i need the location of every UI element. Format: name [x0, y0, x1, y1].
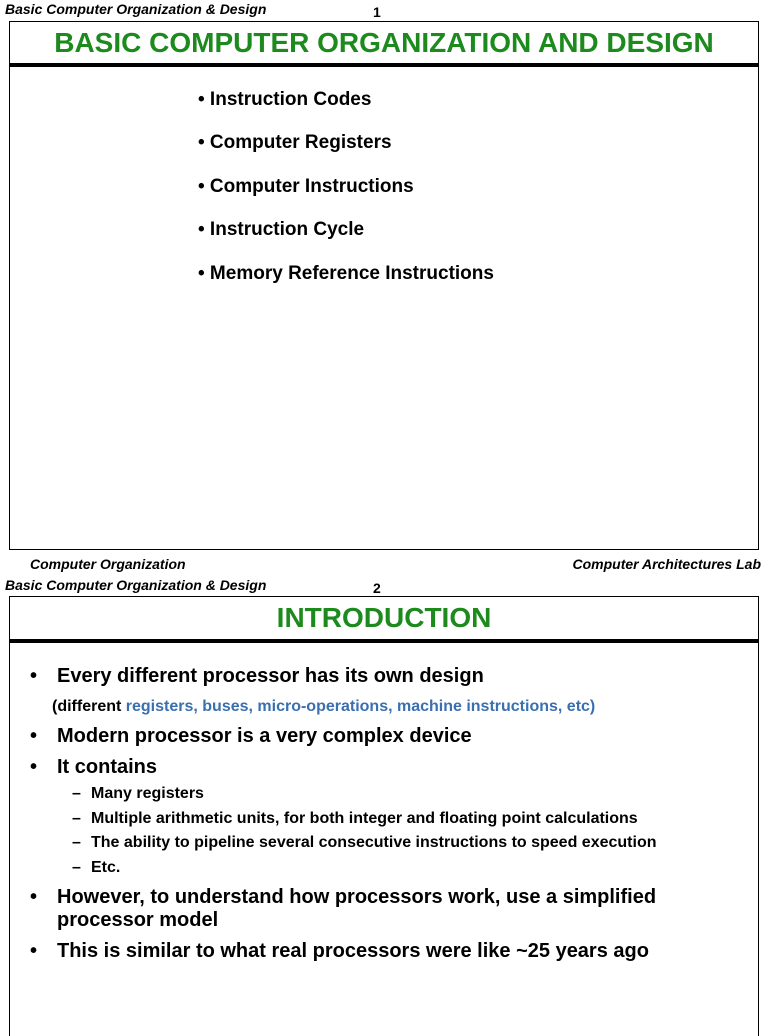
slide2-header-title: Basic Computer Organization & Design — [5, 577, 267, 593]
slide2-title-rule — [10, 639, 758, 643]
sub-item-pipeline: The ability to pipeline several consecutive instructions to speed execution — [91, 834, 657, 851]
slide2-title: INTRODUCTION — [276, 602, 492, 633]
bullet-complex-device: Modern processor is a very complex device — [57, 725, 472, 747]
bullet-marker: • — [30, 725, 38, 747]
sub-item-registers: Many registers — [91, 785, 204, 802]
sub-item-etc: Etc. — [91, 859, 121, 876]
bullet-simplified-model: However, to understand how processors work, use a simplified processor model — [57, 886, 657, 931]
bullet-marker: • — [30, 940, 38, 962]
design-note — [52, 698, 595, 716]
bullet-marker: • — [30, 665, 38, 687]
slide1-item-instruction-cycle: • Instruction Cycle — [198, 219, 365, 240]
sub-item-arithmetic-units: Multiple arithmetic units, for both integer and floating point calculations — [91, 810, 638, 827]
slide1-title: BASIC COMPUTER ORGANIZATION AND DESIGN — [54, 27, 714, 58]
sub-dash: – — [72, 834, 81, 851]
slide1-footer-left: Computer Organization — [30, 556, 186, 572]
slide1-item-memory-reference: • Memory Reference Instructions — [198, 263, 494, 284]
bullet-it-contains: It contains — [57, 756, 158, 778]
design-note-prefix: (different — [52, 698, 126, 715]
slide1-title-rule — [10, 63, 758, 67]
sub-dash: – — [72, 810, 81, 827]
sub-dash: – — [72, 785, 81, 802]
bullet-real-processors: This is similar to what real processors were like ~25 years ago — [57, 940, 649, 962]
design-note-highlight: registers, buses, micro-operations, machine instructions, etc) — [125, 698, 596, 715]
bullet-processor-design: Every different processor has its own design — [57, 665, 484, 687]
slide1-item-instruction-codes: • Instruction Codes — [198, 89, 372, 110]
bullet-marker: • — [30, 756, 38, 778]
sub-dash: – — [72, 859, 81, 876]
slide1-item-computer-registers: • Computer Registers — [198, 132, 392, 153]
slide1-footer-right: Computer Architectures Lab — [572, 556, 761, 572]
bullet-marker: • — [30, 886, 38, 908]
slide1-header-title: Basic Computer Organization & Design — [5, 1, 267, 17]
slide1-frame — [9, 21, 759, 550]
slide1-item-computer-instructions: • Computer Instructions — [198, 176, 414, 197]
slide2-page-number: 2 — [373, 580, 381, 596]
slide1-page-number: 1 — [373, 4, 381, 20]
slide2-frame — [9, 596, 759, 1036]
